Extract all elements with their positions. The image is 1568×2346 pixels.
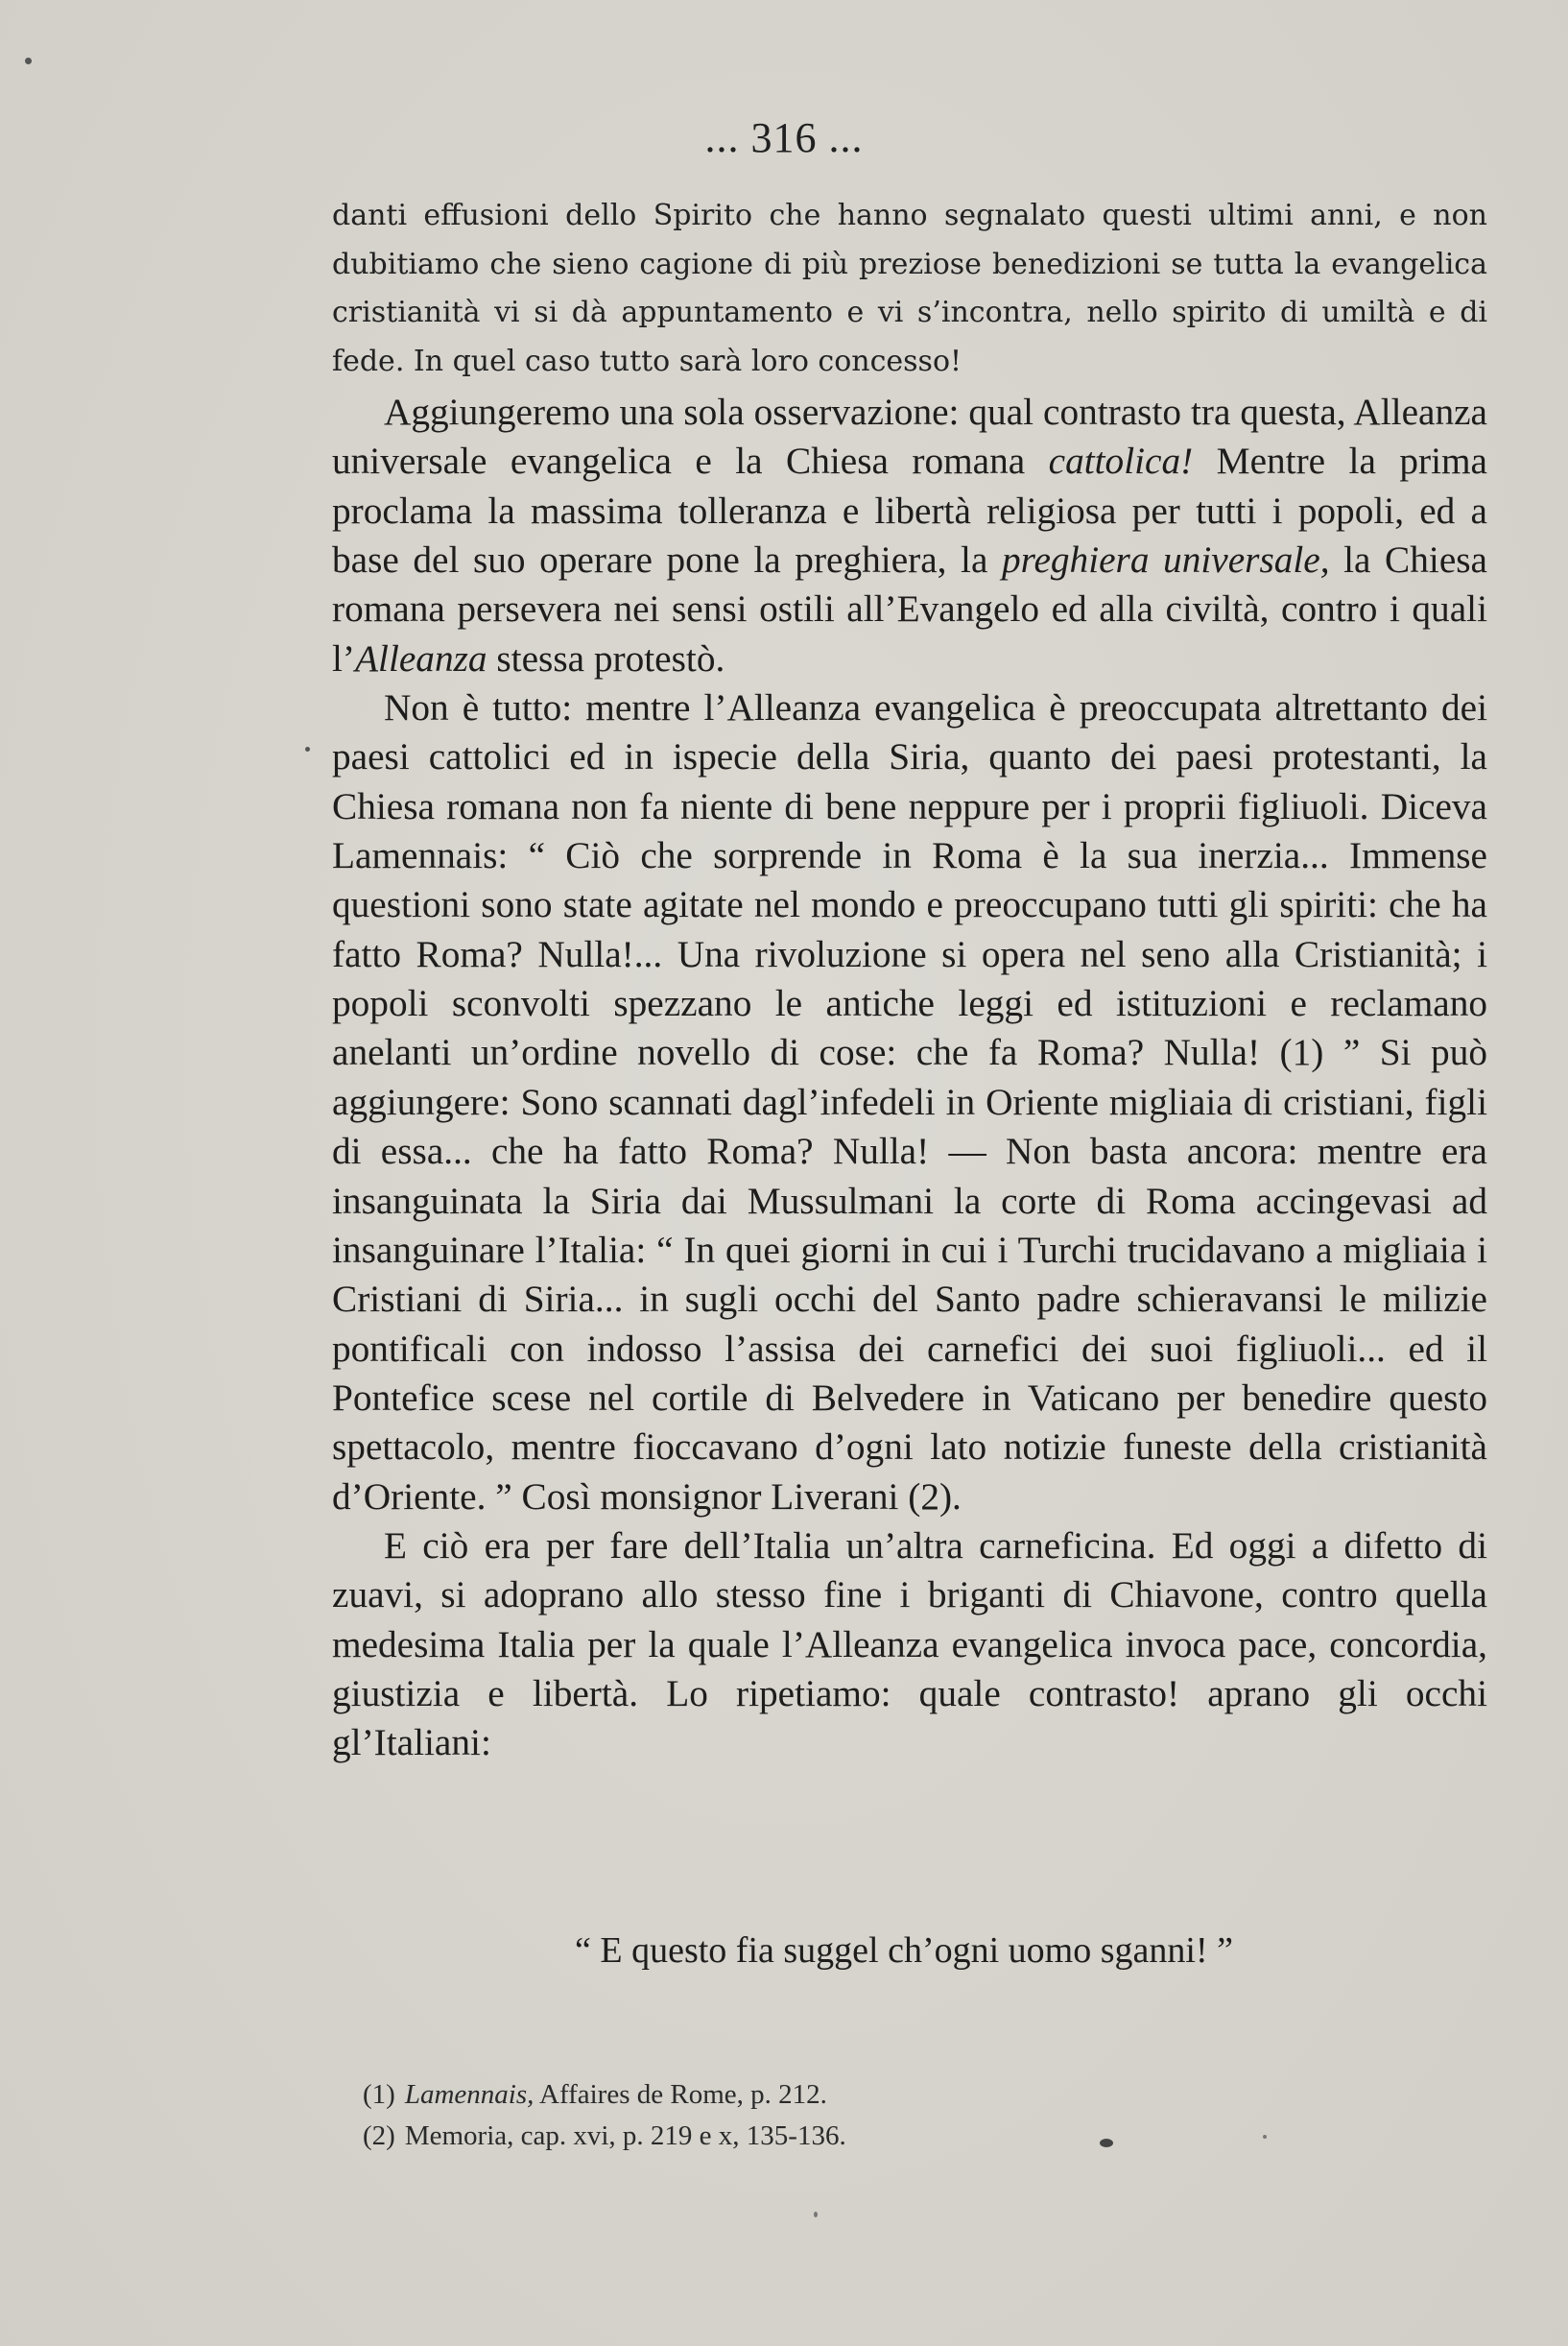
paragraph-carneficina: E ciò era per fare dell’Italia un’altra carneficina. Ed oggi a difetto di zuavi, si adoprano allo stesso fine i briganti di Chiavone, contro quella medesima Italia per la quale l’Alleanza evangelica invoca pace, concordia, giustizia e libertà. Lo ripetiamo: quale contrasto! aprano gli occhi gl’Italiani: (332, 1523, 1487, 1764)
para2-text-2: Mentre la prima proclama la massima tolleranza e libertà religiosa per tutti i popoli, ed a base del suo operare pone la preghiera, la (332, 440, 1487, 582)
para2-italic-preghiera: preghiera universale, (1001, 539, 1330, 582)
paper-speck (1100, 2139, 1113, 2147)
footnote-2 (363, 2116, 1226, 2157)
paper-speck (305, 747, 310, 752)
closing-quote (0, 1929, 1568, 1972)
para2-italic-alleanza: Alleanza (355, 636, 487, 680)
continued-paragraph: danti effusioni dello Spirito che hanno segnalato questi ultimi anni, e non dubitiamo che sieno cagione di più preziose benedizioni se tutta la evangelica cristianità vi si dà appuntamento e vi s’incontra, nello spirito di umiltà e di fede. In quel caso tutto sarà loro concesso! (332, 199, 1487, 378)
footnotes (363, 2074, 1226, 2157)
paper-speck (1263, 2135, 1267, 2139)
footnote-1-mark: (1) (363, 2079, 395, 2110)
paragraph-alleanza (332, 388, 1487, 683)
quote-text: “ E questo fia suggel ch’ogni uomo sganni! ” (575, 1930, 1233, 1971)
footnote-2-text: Memoria, cap. xvi, p. 219 e x, 135-136. (404, 2120, 846, 2151)
footnote-2-mark: (2) (363, 2120, 395, 2151)
footnote-1-text: Affaires de Rome, p. 212. (534, 2079, 827, 2110)
para2-text-1: Aggiungeremo una sola osservazione: qual contrasto tra questa, Alleanza universale evangelica e la Chiesa romana (332, 391, 1487, 483)
main-text (332, 192, 1487, 1768)
para2-text-3: la Chiesa romana persevera nei sensi ostili all’Evangelo ed alla civiltà, contro i quali l’ (332, 539, 1488, 680)
paragraph-lamennais: Non è tutto: mentre l’Alleanza evangelica è preoccupata altrettanto dei paesi cattolici ed in ispecie della Siria, quanto dei paesi protestanti, la Chiesa romana non fa niente di bene neppure per i proprii figliuoli. Diceva Lamennais: “ Ciò che sorprende in Roma è la sua inerzia... Immense questioni sono state agitate nel mondo e preoccupano tutti gli spiriti: che ha fatto Roma? Nulla!... Una rivoluzione si opera nel seno alla Cristianità; i popoli sconvolti spezzano le antiche leggi ed istituzioni e reclamano anelanti un’ordine novello di cose: che fa Roma? Nulla! (1) ” Si può aggiungere: Sono scannati dagl’infedeli in Oriente migliaia di cristiani, figli di essa... che ha fatto Roma? Nulla! — Non basta ancora: mentre era insanguinata la Siria dai Mussulmani la corte di Roma accingevasi ad insanguinare l’Italia: “ In quei giorni in cui i Turchi trucidavano a migliaia i Cristiani di Siria... in sugli occhi del Santo padre schieravansi le milizie pontificali con indosso l’assisa dei carnefici dei suoi figliuoli... ed il Pontefice scese nel cortile di Belvedere in Vaticano per benedire questo spettacolo, mentre fioccavano d’ogni lato notizie funeste della cristianità d’Oriente. ” Così monsignor Liverani (2). (332, 686, 1487, 1518)
page-number: ... 316 ... (704, 114, 864, 161)
paper-speck (25, 58, 32, 64)
para2-italic-cattolica: cattolica! (1048, 440, 1194, 483)
footnote-1 (363, 2074, 1226, 2116)
footnote-1-author: Lamennais, (404, 2079, 535, 2110)
paper-speck (814, 2212, 818, 2217)
para2-text-4: stessa protestò. (487, 636, 725, 680)
